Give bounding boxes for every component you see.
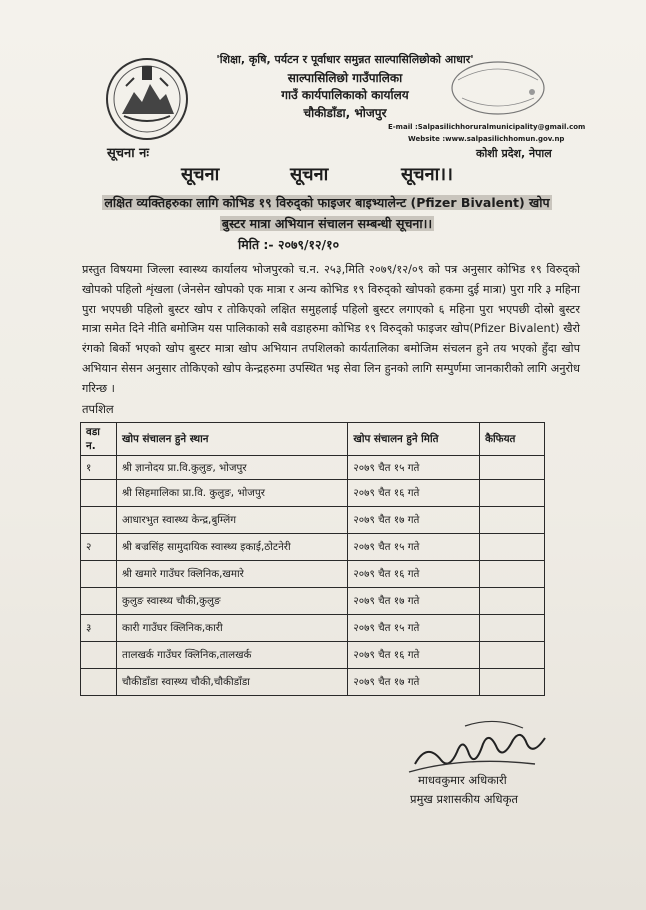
date-cell: २०७९ चैत १५ गते: [348, 456, 480, 480]
place-cell: श्री खमारे गाउँघर क्लिनिक,खमारे: [116, 561, 347, 588]
date-cell: २०७९ चैत १७ गते: [348, 507, 480, 534]
remark-cell: [480, 588, 545, 615]
date-cell: २०७९ चैत १७ गते: [348, 669, 480, 696]
ward-cell: [81, 642, 117, 669]
website-info: Website :www.salpasilichhomun.gov.np: [408, 135, 565, 143]
ward-cell: [81, 588, 117, 615]
notice-title-1: सूचना: [181, 164, 220, 185]
date-cell: २०७९ चैत १६ गते: [348, 561, 480, 588]
email-info: E-mail :Salpasilichhoruralmunicipality@gmail.com: [388, 123, 586, 131]
header-address: चौकीडाँडा, भोजपुर: [303, 106, 387, 120]
signatory-name: माधवकुमार अधिकारी: [418, 773, 507, 787]
subject-line-2: बुस्टर मात्रा अभियान संचालन सम्बन्धी सूचना।।: [221, 216, 433, 231]
office-stamp: [448, 58, 548, 118]
place-cell: कारी गाउँघर क्लिनिक,कारी: [116, 615, 347, 642]
ward-cell: [81, 561, 117, 588]
remark-cell: [480, 480, 545, 507]
place-cell: चौकीडाँडा स्वास्थ्य चौकी,चौकीडाँडा: [116, 669, 347, 696]
place-cell: आधारभुत स्वास्थ्य केन्द्र,बुम्लिंग: [116, 507, 347, 534]
table-row: [81, 561, 545, 588]
date-cell: २०७९ चैत १६ गते: [348, 642, 480, 669]
place-cell: श्री सिहमालिका प्रा.वि. कुलुङ, भोजपुर: [116, 480, 347, 507]
signature-image: [405, 714, 555, 780]
ward-cell: [81, 480, 117, 507]
notice-body: प्रस्तुत विषयमा जिल्ला स्वास्थ्य कार्यालय भोजपुरको च.न. २५३,मिति २०७९/१२/०९ को पत्र अनुसार कोभिड १९ विरुद्को खोपको पहिलो शृंखला (जेनसेन खोपको एक मात्रा र अन्य कोभिड १९ विरुद्को खोपको हकमा दुई मात्रा) पुरा गरि ३ महिना पुरा भएपछी पहिलो बुस्टर खोप र तोकिएको लक्षित समुहलाई पहिलो बुस्टर लगाएको ६ महिना पुरा भएपछी दोस्रो बुस्टर मात्रा समेत दिने नीति बमोजिम यस पालिकाको सबै वडाहरुमा कोभिड १९ विरुद्को फाइजर खोप(Pfizer Bivalent) खैरो रंगको बिर्को भएको खोप बुस्टर मात्रा खोप अभियान तपशिलको कार्यतालिका बमोजिम संचलन हुने तय भएको हुँदा खोप अभियान सेसन अनुसार तोकिएको खोप केन्द्रहरुमा उपस्थित भइ सेवा लिन हुनको लागि सम्पुर्णमा जानकारीको लागि अनुरोध गरिन्छ ।: [82, 263, 580, 395]
date-cell: २०७९ चैत १७ गते: [348, 588, 480, 615]
date-cell: २०७९ चैत १६ गते: [348, 480, 480, 507]
ward-cell: २: [81, 534, 117, 561]
header-date: खोप संचालन हुने मिति: [348, 423, 480, 456]
table-row: [81, 615, 545, 642]
table-row: [81, 456, 545, 480]
notice-number-label: सूचना नः: [107, 146, 149, 161]
header-place: खोप संचालन हुने स्थान: [116, 423, 347, 456]
date-cell: २०७९ चैत १५ गते: [348, 615, 480, 642]
ward-cell: १: [81, 456, 117, 480]
remark-cell: [480, 507, 545, 534]
details-label: तपशिल: [82, 402, 114, 416]
ward-cell: ३: [81, 615, 117, 642]
notice-title-3: सूचना।।: [401, 164, 453, 185]
table-row: [81, 669, 545, 696]
header-ward: वडा न.: [81, 423, 117, 456]
vaccination-schedule-table: [80, 422, 545, 696]
subject-line-1: लक्षित व्यक्तिहरुका लागि कोभिड १९ विरुद्को फाइजर बाइभ्यालेन्ट (Pfizer Bivalent) खोप: [104, 195, 550, 210]
table-row: [81, 534, 545, 561]
place-cell: श्री ज्ञानोदय प्रा.वि.कुलुङ, भोजपुर: [116, 456, 347, 480]
remark-cell: [480, 561, 545, 588]
table-row: [81, 642, 545, 669]
header-motto: 'शिक्षा, कृषि, पर्यटन र पूर्वाधार समुन्नत साल्पासिलिछोको आधार': [216, 53, 474, 66]
nepal-emblem-logo: [104, 56, 190, 142]
table-row: [81, 588, 545, 615]
signatory-title: प्रमुख प्रशासकीय अधिकृत: [410, 792, 518, 806]
notice-subject: [82, 192, 572, 234]
notice-date: मिति :- २०७९/१२/१०: [238, 237, 340, 252]
province-label: कोशी प्रदेश, नेपाल: [476, 147, 552, 160]
header-office: गाउँ कार्यपालिकाको कार्यालय: [281, 88, 409, 102]
remark-cell: [480, 642, 545, 669]
table-row: [81, 507, 545, 534]
place-cell: तालखर्क गाउँघर क्लिनिक,तालखर्क: [116, 642, 347, 669]
header-remarks: कैफियत: [480, 423, 545, 456]
table-header-row: [81, 423, 545, 456]
date-cell: २०७९ चैत १५ गते: [348, 534, 480, 561]
remark-cell: [480, 456, 545, 480]
table-row: [81, 480, 545, 507]
remark-cell: [480, 534, 545, 561]
header-municipality: साल्पासिलिछो गाउँपालिका: [287, 71, 403, 85]
remark-cell: [480, 669, 545, 696]
place-cell: कुलुङ स्वास्थ्य चौकी,कुलुङ: [116, 588, 347, 615]
remark-cell: [480, 615, 545, 642]
ward-cell: [81, 669, 117, 696]
place-cell: श्री बज्रसिंह सामुदायिक स्वास्थ्य इकाई,ठोटनेरी: [116, 534, 347, 561]
ward-cell: [81, 507, 117, 534]
notice-title-2: सूचना: [290, 164, 329, 185]
